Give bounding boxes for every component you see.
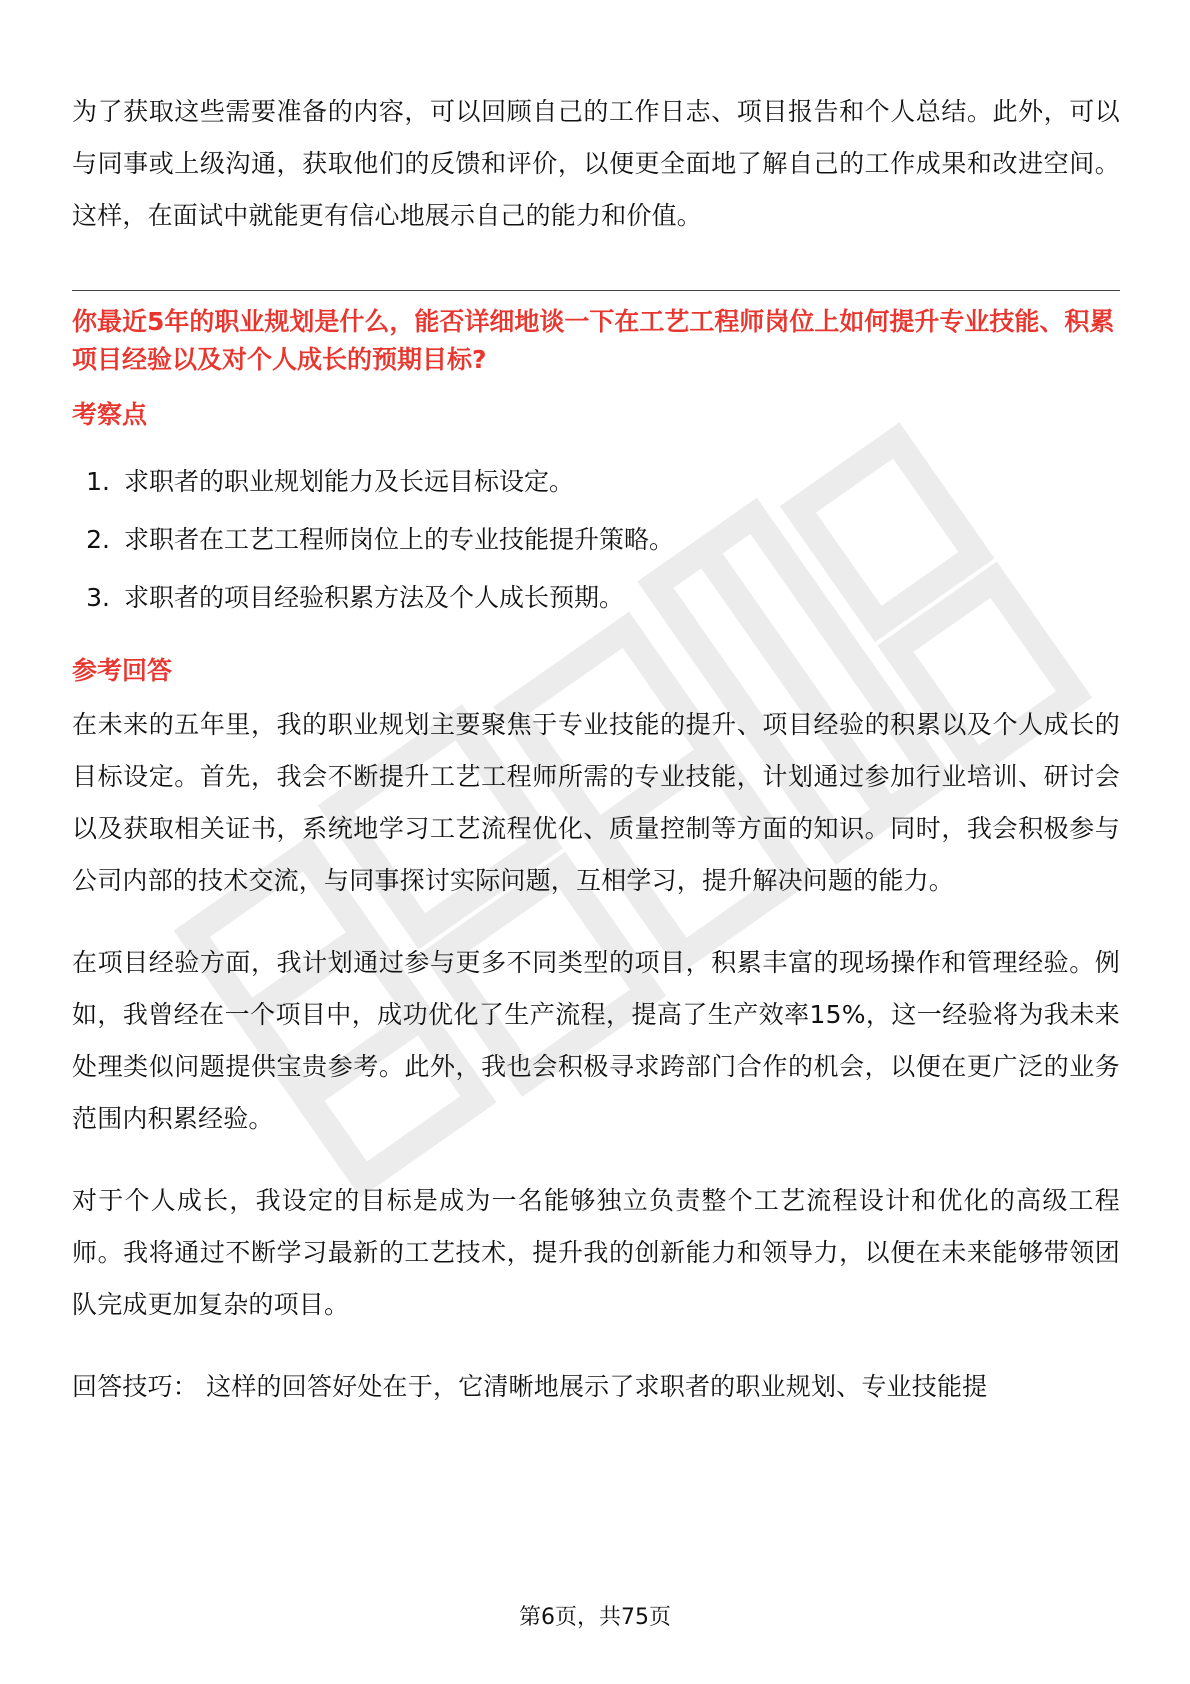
list-number: 3.	[86, 583, 110, 612]
answer-tip: 回答技巧： 这样的回答好处在于，它清晰地展示了求职者的职业规划、专业技能提	[72, 1372, 988, 1401]
answer-title: 参考回答	[72, 656, 173, 685]
list-item	[72, 511, 1120, 569]
interview-question: 你最近5年的职业规划是什么，能否详细地谈一下在工艺工程师岗位上如何提升专业技能、积累项目经验以及对个人成长的预期目标?	[72, 307, 1115, 374]
list-text: 求职者的职业规划能力及长远目标设定。	[124, 467, 575, 496]
list-number: 2.	[86, 525, 110, 554]
answer-paragraph: 在项目经验方面，我计划通过参与更多不同类型的项目，积累丰富的现场操作和管理经验。例如，我曾经在一个项目中，成功优化了生产流程，提高了生产效率15%，这一经验将为我未来处理类似问题提供宝贵参考。此外，我也会积极寻求跨部门合作的机会，以便在更广泛的业务范围内积累经验。	[72, 948, 1120, 1133]
list-number: 1.	[86, 467, 110, 496]
page-footer: 第6页，共75页	[519, 1605, 671, 1630]
focus-title: 考察点	[72, 400, 148, 429]
focus-list	[72, 453, 1120, 627]
intro-paragraph: 为了获取这些需要准备的内容，可以回顾自己的工作日志、项目报告和个人总结。此外，可以与同事或上级沟通，获取他们的反馈和评价，以便更全面地了解自己的工作成果和改进空间。这样，在面试中就能更有信心地展示自己的能力和价值。	[72, 97, 1120, 230]
list-text: 求职者在工艺工程师岗位上的专业技能提升策略。	[124, 525, 675, 554]
section-divider	[72, 290, 1120, 291]
list-text: 求职者的项目经验积累方法及个人成长预期。	[124, 583, 625, 612]
answer-paragraph: 在未来的五年里，我的职业规划主要聚焦于专业技能的提升、项目经验的积累以及个人成长的目标设定。首先，我会不断提升工艺工程师所需的专业技能，计划通过参加行业培训、研讨会以及获取相关证书，系统地学习工艺流程优化、质量控制等方面的知识。同时，我会积极参与公司内部的技术交流，与同事探讨实际问题，互相学习，提升解决问题的能力。	[72, 710, 1120, 895]
list-item	[72, 453, 1120, 511]
answer-paragraph: 对于个人成长，我设定的目标是成为一名能够独立负责整个工艺流程设计和优化的高级工程师。我将通过不断学习最新的工艺技术，提升我的创新能力和领导力，以便在未来能够带领团队完成更加复杂的项目。	[72, 1186, 1120, 1319]
list-item	[72, 569, 1120, 627]
document-content	[72, 86, 1120, 1413]
